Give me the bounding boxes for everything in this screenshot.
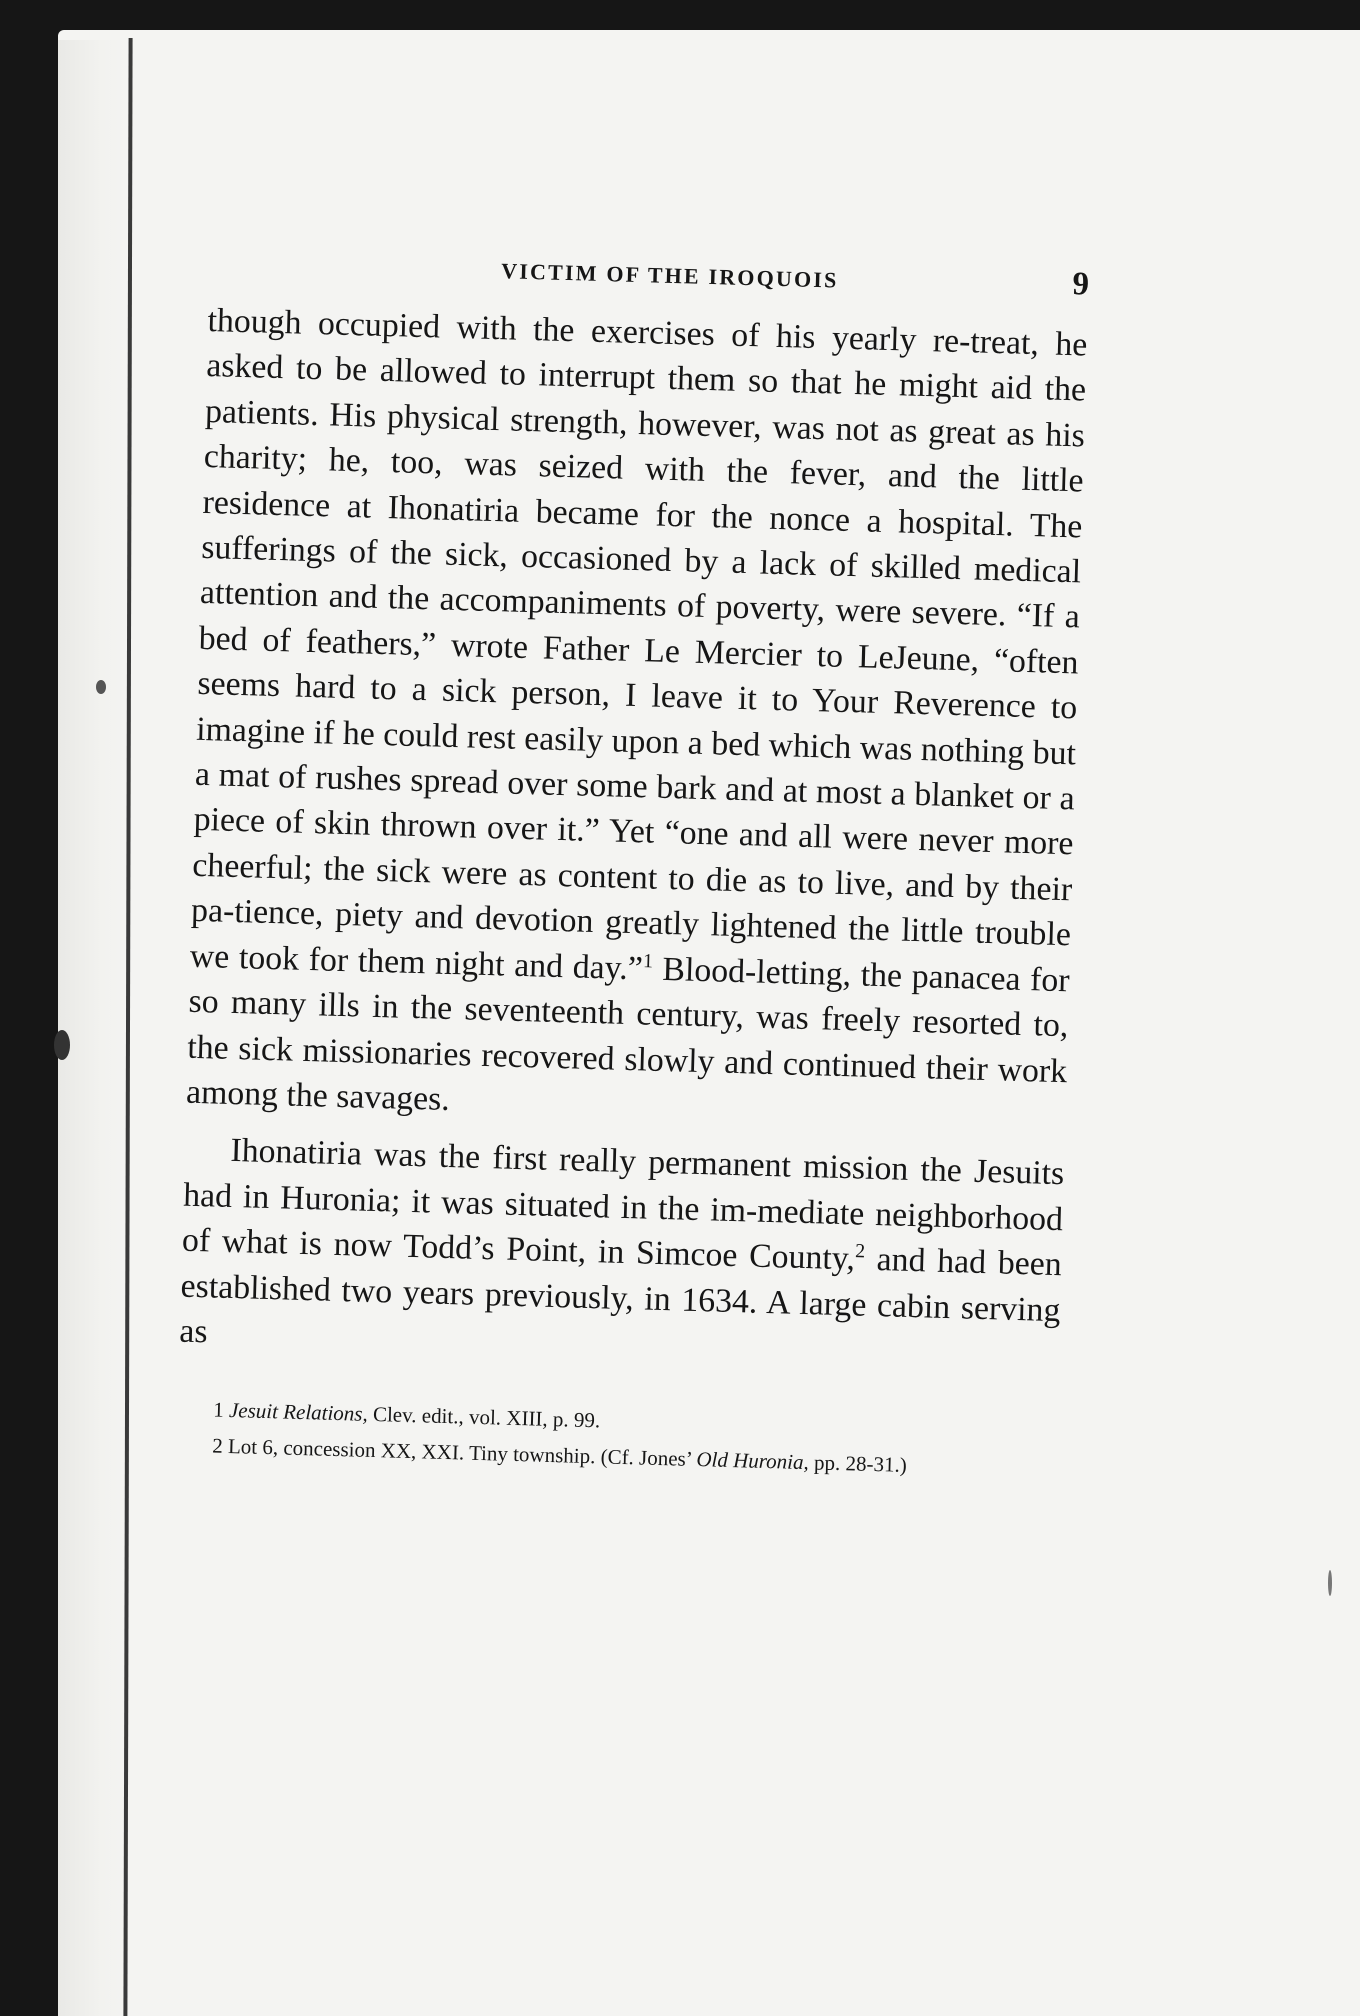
running-head-title: VICTIM OF THE IROQUOIS xyxy=(500,258,839,293)
footnote-text: pp. 28-31.) xyxy=(808,1450,908,1478)
page-gutter xyxy=(58,40,130,2016)
footnote-text: Clev. edit., vol. XIII, p. 99. xyxy=(367,1402,601,1433)
footnote-work-title: Old Huronia, xyxy=(696,1447,810,1475)
body-paragraph xyxy=(186,298,1088,1140)
scan-speck xyxy=(96,680,106,694)
body-text xyxy=(179,298,1088,1379)
footnote-work-title: Jesuit Relations, xyxy=(228,1398,369,1427)
footnote-text: Lot 6, concession XX, XXI. Tiny township. (Cf. Jones’ xyxy=(222,1434,697,1472)
page-number: 9 xyxy=(1072,266,1090,303)
footnote-number: 1 xyxy=(212,1397,225,1423)
paragraph-text: and had been established two years previously, in 1634. A large cabin serving as xyxy=(178,1240,1063,1351)
paragraph-text: Blood-letting, the panacea for so many ills in the seventeenth century, was freely resorted to, the sick missionaries recovered slowly and continued their work among the savages. xyxy=(185,950,1071,1118)
scan-speck xyxy=(54,1030,70,1060)
footnote-reference: 1 xyxy=(642,949,654,973)
paragraph-text: though occupied with the exercises of his yearly re-treat, he asked to be allowed to interrupt them so that he might aid the patients. His physical strength, however, was not as great as his charity; he, too, was seized with the fever, and the little residence at Ihonatiria became for the nonce a hospital. The sufferings of the sick, occasioned by a lack of skilled medical attention and the accompaniments of poverty, were severe. “If a bed of feathers,” wrote Father Le Mercier to LeJeune, “often seems hard to a sick person, I leave it to Your Reverence to imagine if he could rest easily upon a bed which was nothing but a mat of rushes spread over some bark and at most a blanket or a piece of skin thrown over it.” Yet “one and all were never more cheerful; the sick were as content to die as to live, and by their pa-tience, piety and devotion greatly lightened the little trouble we took for them night and day.” xyxy=(189,301,1088,988)
scan-speck xyxy=(1328,1570,1332,1596)
body-paragraph xyxy=(179,1127,1065,1379)
footnote-reference: 2 xyxy=(854,1240,866,1263)
page-content xyxy=(176,238,1090,1490)
paragraph-text: Ihonatiria was the first really permanent mission the Jesuits had in Huronia; it was situated in the im-mediate neighborhood of what is now Todd’s Point, in Simcoe County, xyxy=(181,1132,1065,1278)
footnote-number: 2 xyxy=(211,1433,224,1459)
